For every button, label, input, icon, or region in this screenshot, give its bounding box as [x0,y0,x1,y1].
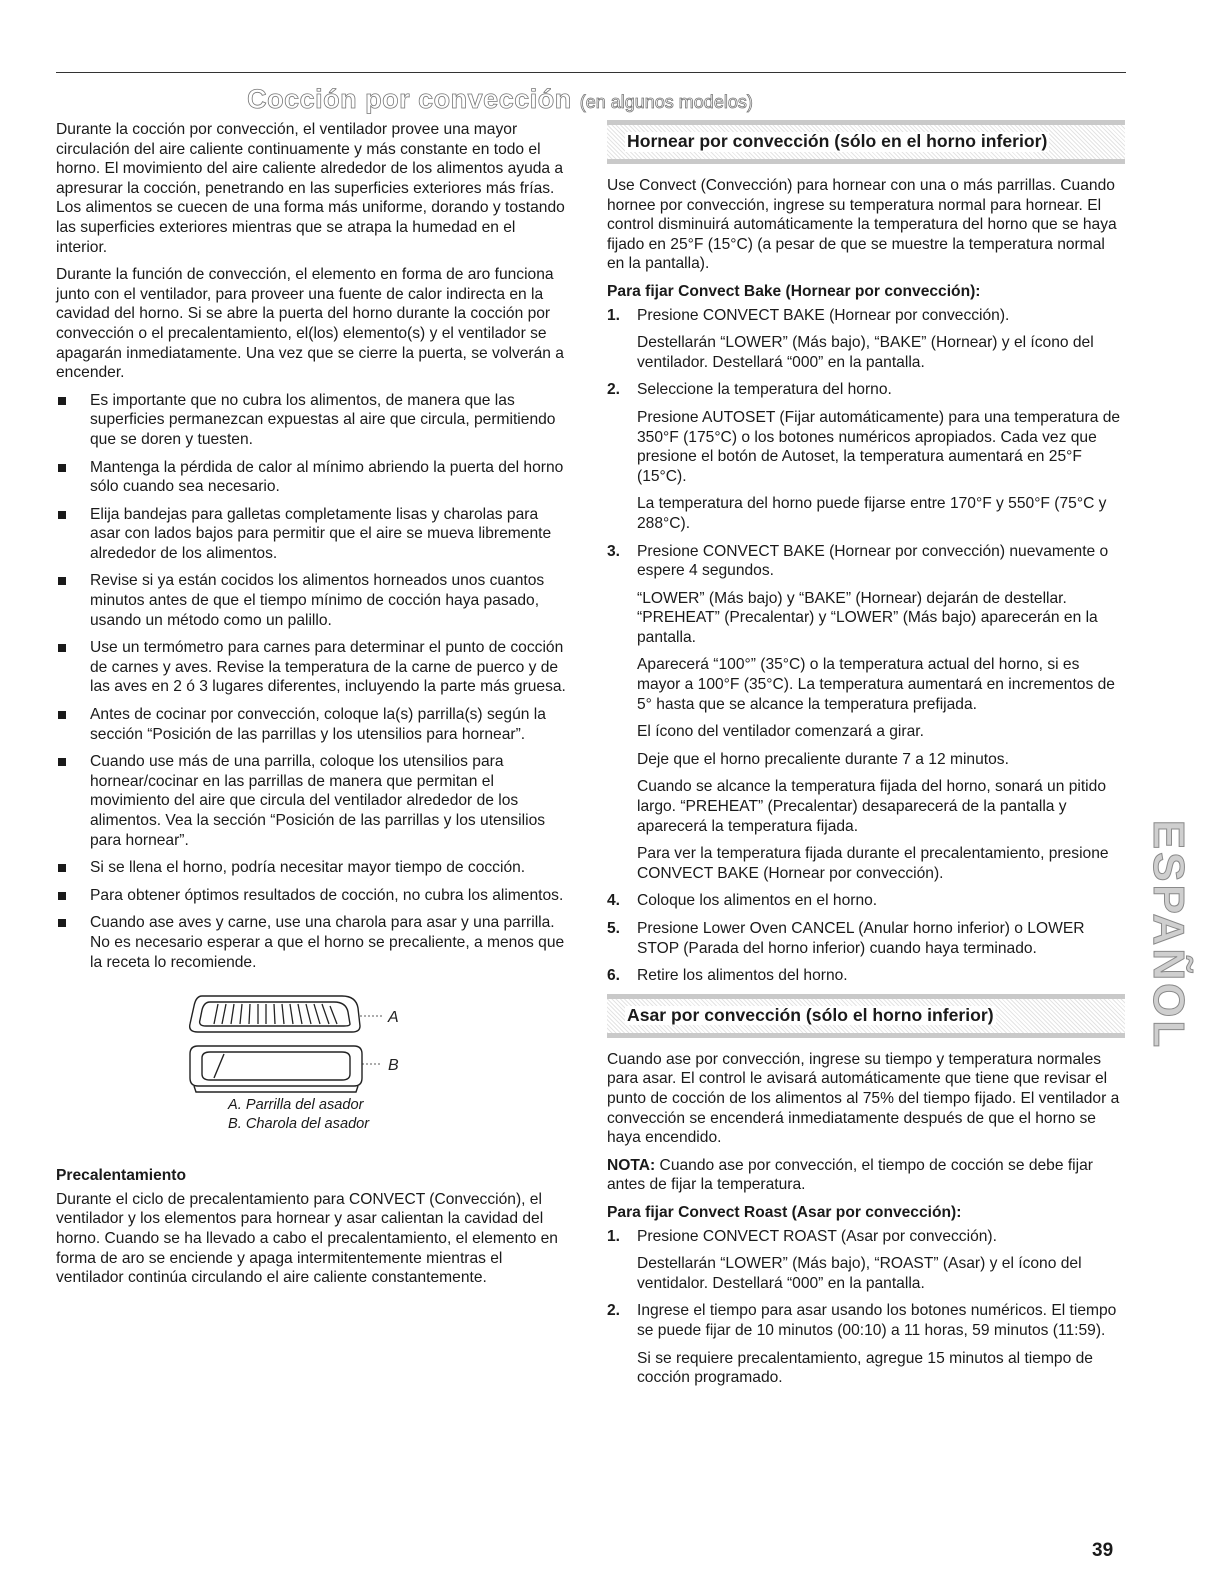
step-text: Presione CONVECT BAKE (Hornear por convección) nuevamente o espere 4 segundos. [637,542,1109,580]
figure-caption [228,1096,369,1134]
side-tab-label: ESPAÑOL [1144,819,1193,1051]
right-column [607,120,1125,1396]
left-column [56,120,568,1296]
step-text: Presione Lower Oven CANCEL (Anular horno inferior) o LOWER STOP (Parada del horno inferior) cuando haya terminado. [637,920,1085,957]
step-text: Si se requiere precalentamiento, agregue 15 minutos al tiempo de cocción programado. [637,1349,1093,1387]
roast-subheading: Para fijar Convect Roast (Asar por convección): [607,1203,962,1221]
step-item [607,891,1125,911]
language-side-tab [1144,812,1193,1058]
step-item [607,1301,1125,1387]
step-item [607,542,1125,884]
bake-intro: Use Convect (Convección) para hornear con una o más parrillas. Cuando hornee por convección, ingrese su temperatura normal para hornear. El control disminuirá automáticamente la temperatura del horno que se haya fijado en 25°F (15°C) (a pesar de que se muestre la temperatura normal en la pantalla). [607,177,1117,273]
step-text: Presione CONVECT BAKE (Hornear por convección). [637,306,1010,324]
list-item: Cuando ase aves y carne, use una charola para asar y una parrilla. No es necesario esperar a que el horno se precaliente, a menos que la receta lo recomiende. [56,913,568,972]
intro-paragraph-2: Durante la función de convección, el elemento en forma de aro funciona junto con el ventilador, para proveer una fuente de calor indirecta en la cavidad del horno. Si se abre la puerta del horno durante la cocción por convección o el precalentamiento, el(los) elemento(s) y el ventilador se apagarán inmediatamente. Una vez que se cierre la puerta, se volverán a encender. [56,266,564,382]
step-text: Retire los alimentos del horno. [637,967,848,985]
roast-steps [607,1227,1125,1388]
list-item: Use un termómetro para carnes para determinar el punto de cocción de carnes y aves. Revise la temperatura de la carne de puerco y de las aves en 2 ó 3 lugares diferentes, incluyendo la parte más gruesa. [56,638,568,697]
page-number: 39 [1092,1540,1114,1561]
bake-steps [607,306,1125,986]
step-text: Aparecerá “100°” (35°C) o la temperatura actual del horno, si es mayor a 100°F (35°C). La temperatura aumentará en incrementos de 5° hasta que se alcance la temperatura prefijada. [637,656,1115,713]
step-text: El ícono del ventilador comenzará a girar. [637,723,924,741]
preheat-paragraph: Durante el ciclo de precalentamiento para CONVECT (Convección), el ventilador y los elementos para hornear y asar calientan la cavidad del horno. Cuando se ha llevado a cabo el precalentamiento, el elemento en forma de aro se enciende y apaga intermitentemente mientras el ventilador continúa circulando el aire caliente constantemente. [56,1190,558,1287]
note-paragraph [607,1156,1125,1195]
top-rule [56,72,1126,73]
title-main: Cocción por convección [247,84,572,114]
step-number: 4. [607,892,621,910]
broiler-grid-drawing [190,996,382,1032]
step-text: Coloque los alimentos en el horno. [637,892,878,910]
section-header-bake [607,120,1125,164]
step-number: 2. [607,1302,621,1320]
list-item: Es importante que no cubra los alimentos, de manera que las superficies permanezcan expuestas al aire que circula, permitiendo que se doren y tuesten. [56,391,568,450]
figure-label-a: A [388,1009,399,1027]
tips-list [56,391,568,972]
step-number: 3. [607,542,621,560]
broiler-pan-illustration [184,986,474,1098]
page-title [0,84,1000,115]
step-text: Destellarán “LOWER” (Más bajo), “BAKE” (Hornear) y el ícono del ventilador. Destellará “000” en la pantalla. [637,334,1094,371]
broiler-pan-drawing [190,1046,382,1092]
step-item [607,966,1125,986]
step-text: La temperatura del horno puede fijarse entre 170°F y 550°F (75°C y 288°C). [637,495,1107,532]
step-text: Presione AUTOSET (Fijar automáticamente) para una temperatura de 350°F (175°C) o los botones numéricos apropiados. Cada vez que presione el botón de Autoset, la temperatura aumentará en 25°F (15°C). [637,408,1121,485]
preheat-heading: Precalentamiento [56,1167,186,1185]
step-number: 2. [607,381,621,399]
bake-subheading: Para fijar Convect Bake (Hornear por convección): [607,282,981,300]
list-item: Elija bandejas para galletas completamente lisas y charolas para asar con lados bajos para permitir que el aire se mueva libremente alrededor de los alimentos. [56,505,568,564]
step-item [607,1227,1125,1294]
step-text: Deje que el horno precaliente durante 7 a 12 minutos. [637,750,1009,768]
step-number: 5. [607,920,621,937]
caption-a: A. Parrilla del asador [228,1097,364,1114]
step-text: Seleccione la temperatura del horno. [637,381,892,399]
list-item: Si se llena el horno, podría necesitar mayor tiempo de cocción. [56,858,568,878]
broiler-figure [56,986,568,1154]
step-text: Para ver la temperatura fijada durante el precalentamiento, presione CONVECT BAKE (Hornear por convección). [637,845,1109,882]
step-number: 1. [607,306,621,324]
note-text: Cuando ase por convección, el tiempo de cocción se debe fijar antes de fijar la temperatura. [607,1156,1093,1194]
step-item [607,919,1125,958]
step-item [607,380,1125,533]
step-text: Cuando se alcance la temperatura fijada del horno, sonará un pitido largo. “PREHEAT” (Precalentar) desaparecerá de la pantalla y aparecerá la temperatura fijada. [637,778,1106,835]
bake-heading: Hornear por convección (sólo en el horno inferior) [627,131,1048,151]
figure-label-b: B [388,1057,399,1075]
intro-paragraph-1: Durante la cocción por convección, el ventilador provee una mayor circulación del aire caliente continuamente y más constante en todo el horno. El movimiento del aire caliente alrededor de los alimentos ayuda a apresurar la cocción, penetrando en las superficies exteriores más frías. Los alimentos se cuecen de una forma más uniforme, dorando y tostando las superficies exteriores mientras que se atrapa la humedad en el interior. [56,121,565,256]
list-item: Cuando use más de una parrilla, coloque los utensilios para hornear/cocinar en las parrillas de manera que permitan el movimiento del aire que circula del ventilador alrededor de los alimentos. Vea la sección “Posición de las parrillas y los utensilios para hornear”. [56,752,568,850]
section-header-roast [607,994,1125,1038]
note-label: NOTA: [607,1156,656,1174]
list-item: Mantenga la pérdida de calor al mínimo abriendo la puerta del horno sólo cuando sea necesario. [56,458,568,497]
step-number: 1. [607,1227,621,1245]
list-item: Para obtener óptimos resultados de cocción, no cubra los alimentos. [56,886,568,906]
roast-intro: Cuando ase por convección, ingrese su tiempo y temperatura normales para asar. El control le avisará automáticamente que tiene que revisar el punto de cocción de los alimentos al 75% del tiempo fijado. El ventilador a convección se encenderá inmediatamente después de que el horno se haya encendido. [607,1050,1120,1147]
step-item [607,306,1125,373]
step-number: 6. [607,967,621,985]
step-text: Destellarán “LOWER” (Más bajo), “ROAST” (Asar) y el ícono del ventidalor. Destellará “000” en la pantalla. [637,1255,1082,1292]
title-subtitle: (en algunos modelos) [579,92,753,112]
step-text: Ingrese el tiempo para asar usando los botones numéricos. El tiempo se puede fijar de 10 minutos (00:10) a 11 horas, 59 minutos (11:59). [637,1302,1117,1339]
roast-heading: Asar por convección (sólo el horno inferior) [627,1004,994,1025]
list-item: Antes de cocinar por convección, coloque la(s) parrilla(s) según la sección “Posición de las parrillas y los utensilios para hornear”. [56,705,568,744]
step-text: Presione CONVECT ROAST (Asar por convección). [637,1227,997,1245]
list-item: Revise si ya están cocidos los alimentos horneados unos cuantos minutos antes de que el tiempo mínimo de cocción haya pasado, usando un método como un palillo. [56,571,568,630]
caption-b: B. Charola del asador [228,1116,370,1133]
step-text: “LOWER” (Más bajo) y “BAKE” (Hornear) dejarán de destellar. “PREHEAT” (Precalentar) y “LOWER” (Más bajo) aparecerán en la pantalla. [637,589,1098,646]
